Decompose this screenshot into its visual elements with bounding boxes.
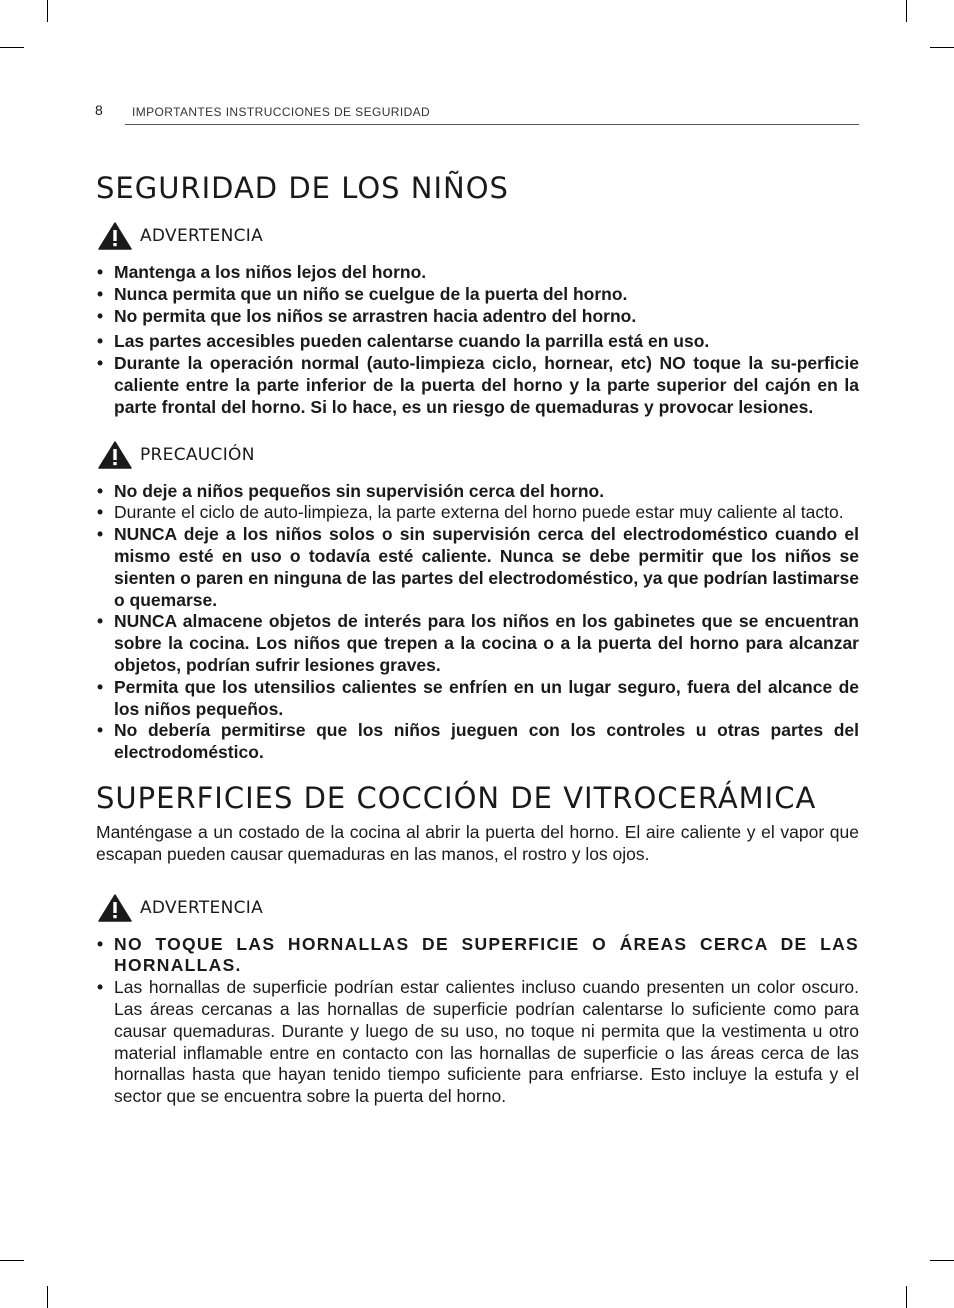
- running-head: IMPORTANTES INSTRUCCIONES DE SEGURIDAD: [132, 105, 431, 119]
- caution-list: [96, 481, 859, 764]
- warning-list: [96, 262, 859, 419]
- crop-mark: [0, 47, 24, 48]
- page-header: [95, 101, 859, 125]
- warning-label: ADVERTENCIA: [140, 226, 264, 246]
- list-item: • No permita que los niños se arrastren hacia adentro del horno.: [96, 306, 859, 328]
- warning-list: [96, 934, 859, 1108]
- crop-mark: [906, 0, 907, 22]
- list-item: • Mantenga a los niños lejos del horno.: [96, 262, 859, 284]
- header-rule: [125, 124, 859, 125]
- warning-triangle-icon: [98, 222, 132, 250]
- caution-heading: [96, 439, 859, 471]
- list-item: • Permita que los utensilios calientes se enfríen en un lugar seguro, fuera del alcance de los niños pequeños.: [96, 677, 859, 721]
- page-number: 8: [95, 102, 103, 118]
- list-item: • Durante el ciclo de auto-limpieza, la parte externa del horno puede estar muy caliente al tacto.: [96, 502, 859, 524]
- warning-label: ADVERTENCIA: [140, 897, 264, 918]
- intro-paragraph: Manténgase a un costado de la cocina al abrir la puerta del horno. El aire caliente y el vapor que escapan pueden causar quemaduras en las manos, el rostro y los ojos.: [96, 821, 859, 864]
- warning-heading: [96, 220, 859, 252]
- list-item: • No deje a niños pequeños sin supervisión cerca del horno.: [96, 481, 859, 503]
- page-content: [96, 170, 859, 1108]
- crop-mark: [930, 1260, 954, 1261]
- list-item: • Durante la operación normal (auto-limpieza ciclo, hornear, etc) NO toque la su-perﬁcie caliente entre la parte inferior de la puerta del horno y la parte superior del cajón en la parte frontal del horno. Si lo hace, es un riesgo de quemaduras y provocar lesiones.: [96, 353, 859, 418]
- warning-triangle-icon: [98, 894, 132, 922]
- list-item: • Las hornallas de superficie podrían estar calientes incluso cuando presenten un color oscuro. Las áreas cercanas a las hornallas de superficie podrían calentarse lo suficiente como para causar quemaduras. Durante y luego de su uso, no toque ni permita que la vestimenta u otro material inflamable entre en contacto con las hornallas de superficie o las áreas cerca de las hornallas hasta que hayan tenido tiempo suﬁciente para enfriarse. Esto incluye la estufa y el sector que se encuentra sobre la puerta del horno.: [96, 977, 859, 1108]
- crop-mark: [930, 47, 954, 48]
- warning-triangle-icon: [98, 441, 132, 469]
- list-item: • No debería permitirse que los niños jueguen con los controles u otras partes del electrodoméstico.: [96, 720, 859, 764]
- list-item: • NUNCA deje a los niños solos o sin supervisión cerca del electrodoméstico cuando el mismo esté en uso o todavía esté caliente. Nunca se debe permitir que los niños se sienten o paren en ninguna de las partes del electrodoméstico, ya que podrían lastimarse o quemarse.: [96, 524, 859, 611]
- list-item: • NUNCA almacene objetos de interés para los niños en los gabinetes que se encuentran sobre la cocina. Los niños que trepen a la cocina o a la puerta del horno para alcanzar objetos, podrían sufrir lesiones graves.: [96, 611, 859, 676]
- section-title-child-safety: SEGURIDAD DE LOS NIÑOS: [96, 171, 509, 205]
- list-item: • Nunca permita que un niño se cuelgue de la puerta del horno.: [96, 284, 859, 306]
- caution-label: PRECAUCIÓN: [140, 444, 255, 465]
- crop-mark: [906, 1286, 907, 1308]
- warning-heading: [96, 892, 859, 924]
- list-item: • Las partes accesibles pueden calentarse cuando la parrilla está en uso.: [96, 331, 859, 353]
- crop-mark: [47, 0, 48, 22]
- crop-mark: [0, 1260, 24, 1261]
- section-title-ceramic-cooktop: SUPERFICIES DE COCCIÓN DE VITROCERÁMICA: [96, 780, 817, 815]
- crop-mark: [47, 1286, 48, 1308]
- list-item: • NO TOQUE LAS HORNALLAS DE SUPERFICIE O ÁREAS CERCA DE LAS HORNALLAS.: [96, 934, 859, 978]
